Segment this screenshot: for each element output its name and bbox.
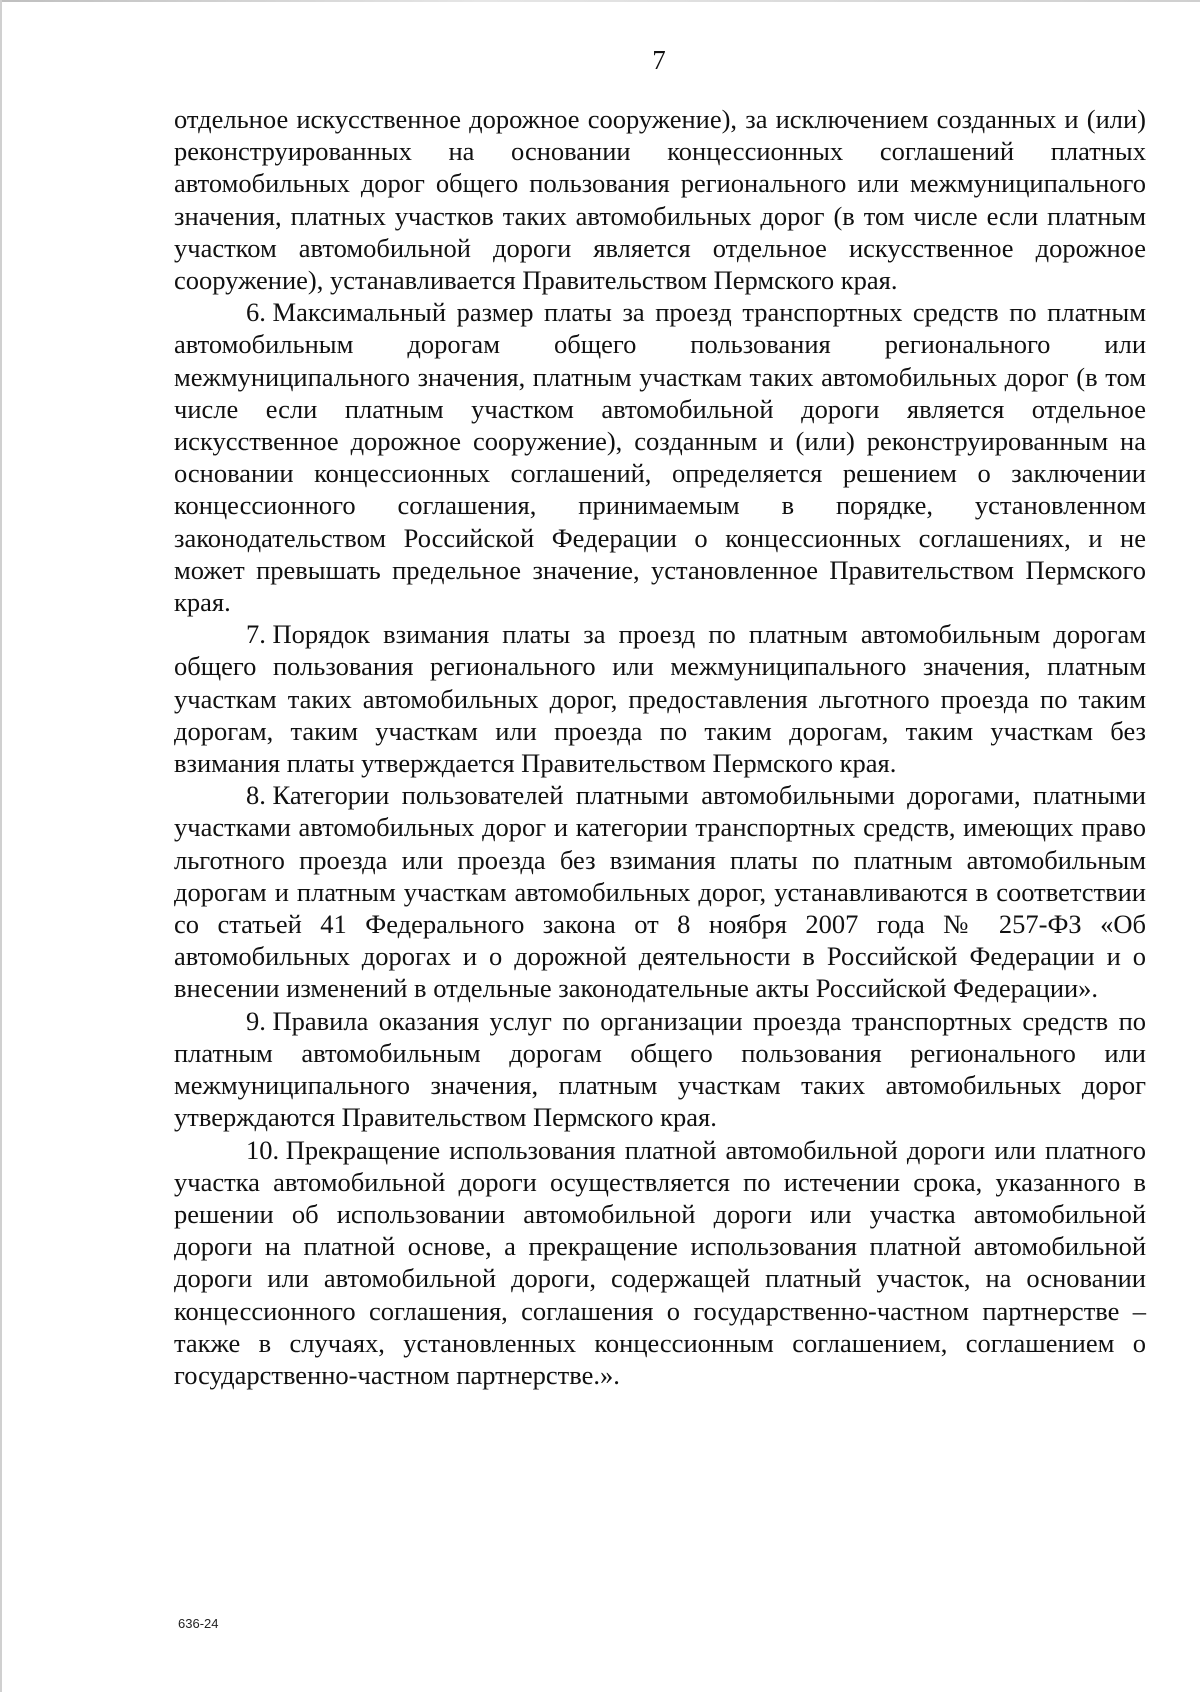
paragraph-number: 10. <box>246 1134 280 1165</box>
paragraph-text: Прекращение использования платной автомобильной дороги или платного участка автомобильной дороги осуществляется по истечении срока, указанного в решении об использовании автомобильной дороги или участка автомобильной дороги на платной основе, а прекращение использования платной автомобильной дороги или автомобильной дороги, содержащей платный участок, на основании концессионного соглашения, соглашения о государственно-частном партнерстве – также в случаях, установленных концессионным соглашением, соглашением о государственно-частном партнерстве.». <box>174 1134 1146 1390</box>
scan-edge-left <box>0 0 2 1692</box>
paragraph-6 <box>174 296 1146 618</box>
paragraph-number: 6. <box>246 297 266 328</box>
paragraph-text: Порядок взимания платы за проезд по платным автомобильным дорогам общего пользования регионального или межмуниципального значения, платным участкам таких автомобильных дорог, предоставления льготного проезда по таким дорогам, таким участкам или проезда по таким дорогам, таким участкам без взимания платы утверждается Правительством Пермского края. <box>174 619 1146 779</box>
page-number: 7 <box>652 45 666 75</box>
paragraph-text: Максимальный размер платы за проезд транспортных средств по платным автомобильным дорогам общего пользования регионального или межмуниципального значения, платным участкам таких автомобильных дорог (в том числе если платным участком автомобильной дороги является отдельное искусственное дорожное сооружение), созданным и (или) реконструированным на основании концессионных соглашений, определяется решением о заключении концессионного соглашения, принимаемым в порядке, установленном законодательством Российской Федерации о концессионных соглашениях, и не может превышать предельное значение, установленное Правительством Пермского края. <box>174 297 1146 618</box>
paragraph-continued <box>174 103 1146 296</box>
paragraph-number: 7. <box>246 619 266 650</box>
paragraph-text: отдельное искусственное дорожное сооружение), за исключением созданных и (или) реконструированных на основании концессионных соглашений платных автомобильных дорог общего пользования регионального или межмуниципального значения, платных участков таких автомобильных дорог (в том числе если платным участком автомобильной дороги является отдельное искусственное дорожное сооружение), устанавливается Правительством Пермского края. <box>174 104 1146 296</box>
paragraph-9 <box>174 1005 1146 1134</box>
footer-document-code: 636-24 <box>178 1616 219 1631</box>
paragraph-number: 9. <box>246 1005 266 1036</box>
paragraph-text: Категории пользователей платными автомобильными дорогами, платными участками автомобильных дорог и категории транспортных средств, имеющих право льготного проезда или проезда без взимания платы по платным автомобильным дорогам и платным участкам автомобильных дорог, устанавливаются в соответствии со статьей 41 Федерального закона от 8 ноября 2007 года № 257-ФЗ «Об автомобильных дорогах и о дорожной деятельности в Российской Федерации и о внесении изменений в отдельные законодательные акты Российской Федерации». <box>174 780 1146 1004</box>
document-body <box>174 103 1146 1391</box>
paragraph-number: 8. <box>246 780 266 811</box>
paragraph-text: Правила оказания услуг по организации проезда транспортных средств по платным автомобильным дорогам общего пользования регионального или межмуниципального значения, платным участкам таких автомобильных дорог утверждаются Правительством Пермского края. <box>174 1005 1146 1133</box>
paragraph-8 <box>174 779 1146 1004</box>
paragraph-7 <box>174 618 1146 779</box>
scan-edge-top <box>0 0 1200 2</box>
paragraph-10 <box>174 1134 1146 1392</box>
